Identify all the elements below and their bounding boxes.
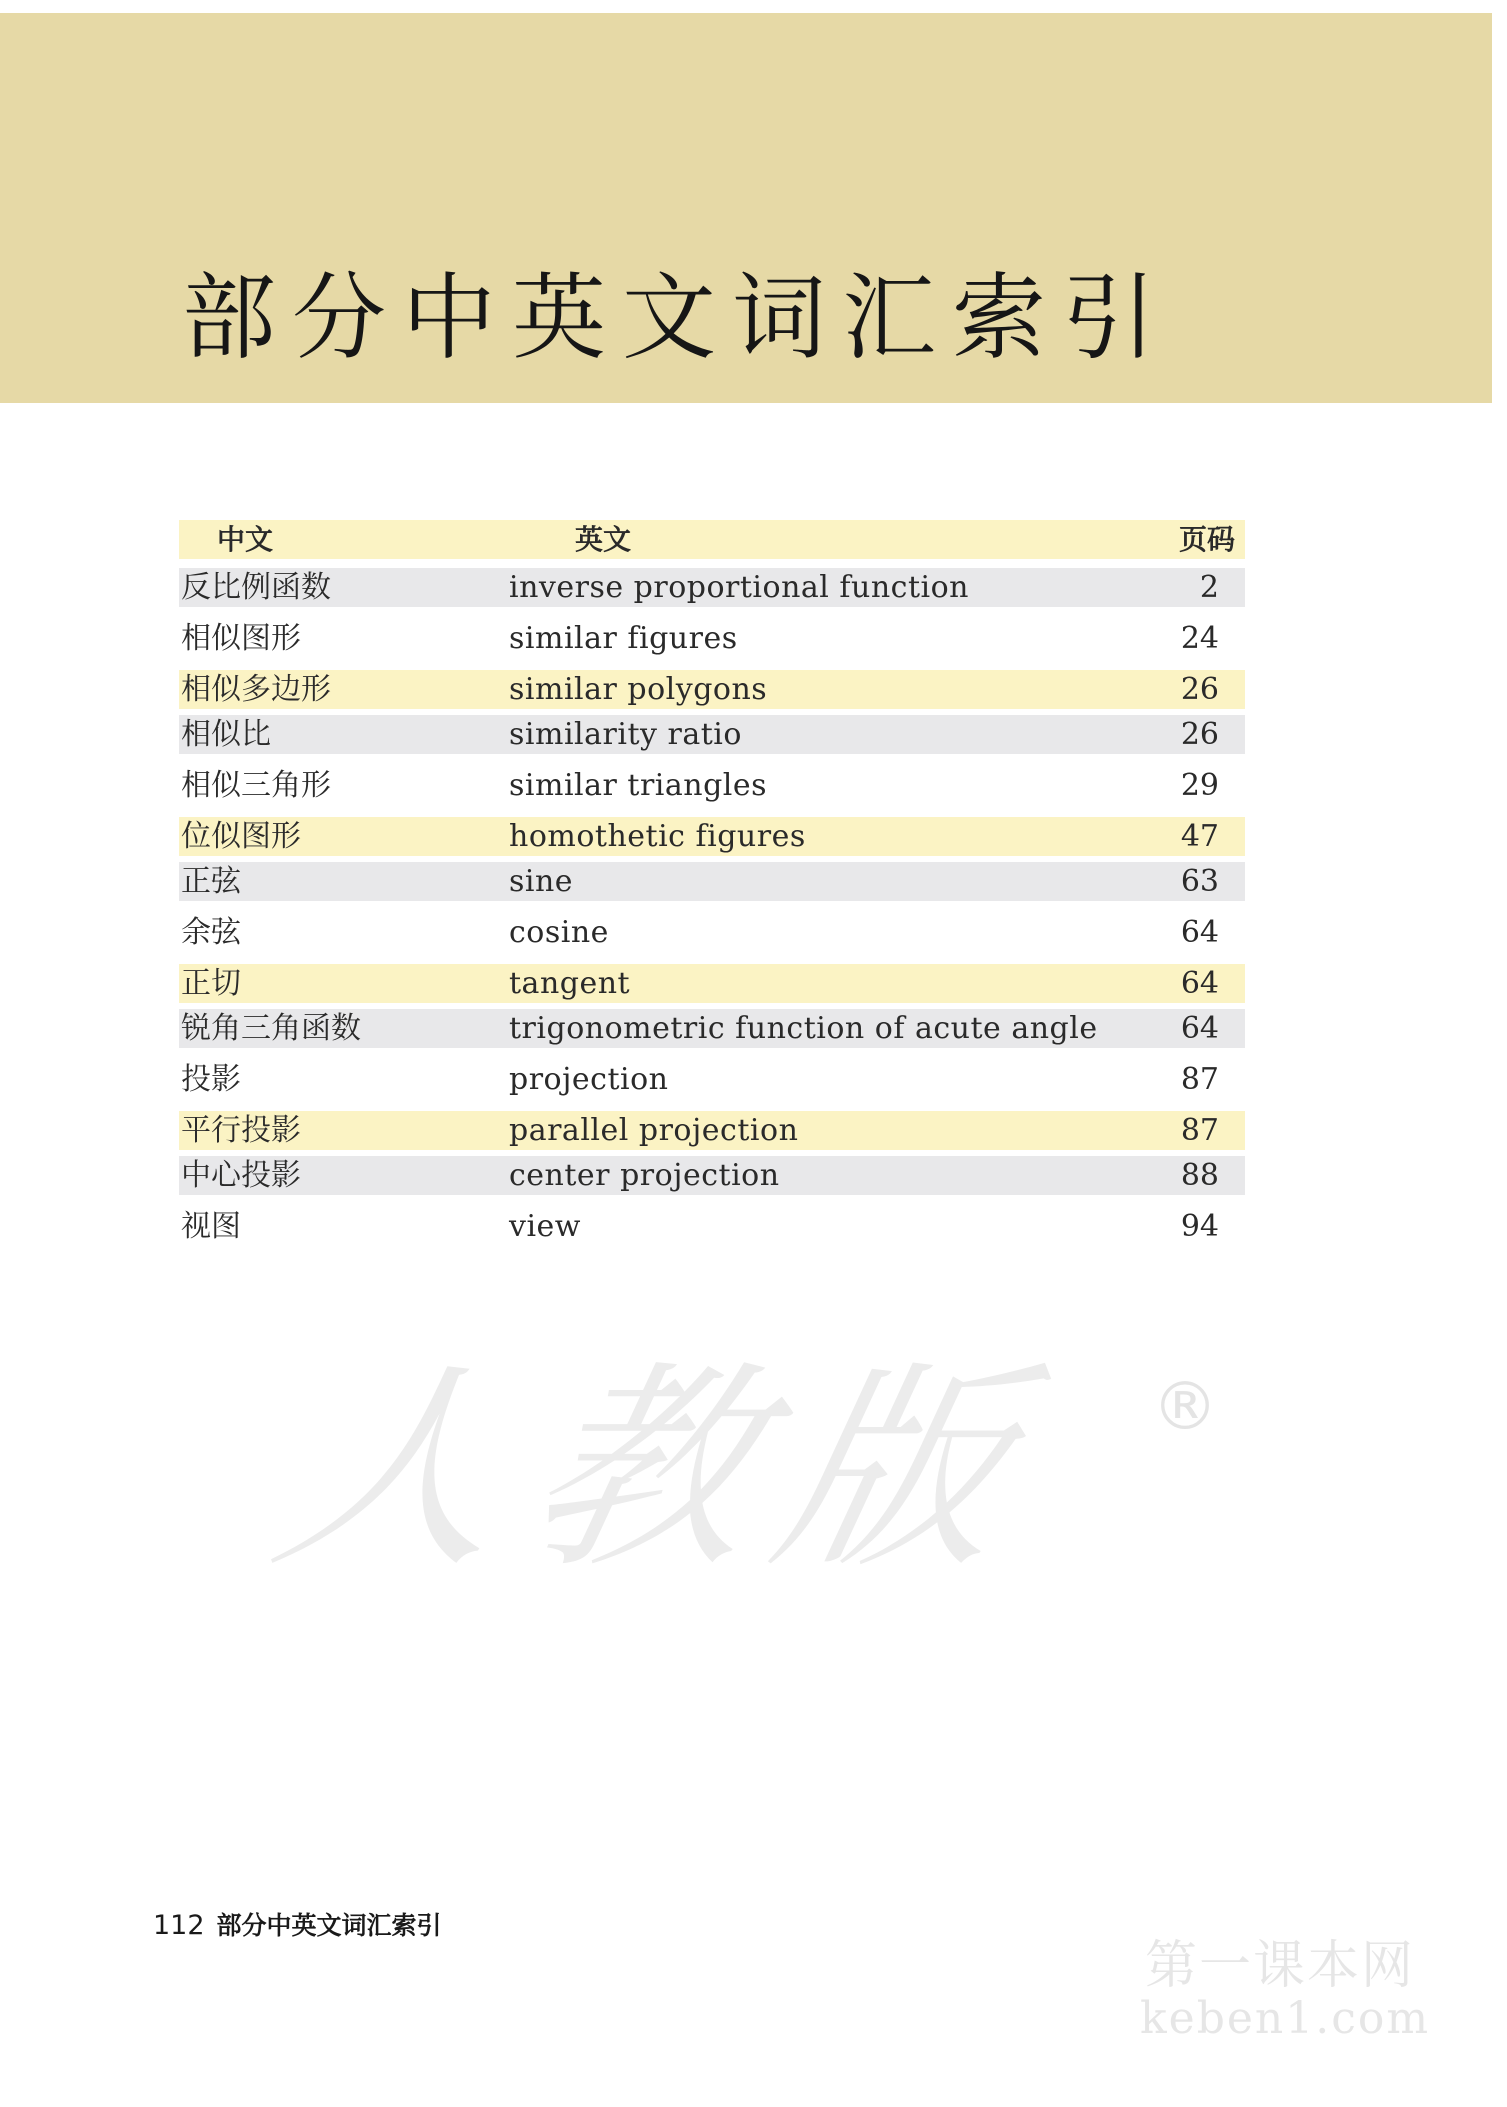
term-english: similarity ratio (509, 717, 742, 752)
running-title: 部分中英文词汇索引 (216, 1911, 442, 1940)
term-page: 47 (1180, 819, 1219, 854)
table-row (179, 715, 1245, 754)
term-english: view (509, 1209, 581, 1244)
header-page: 页码 (1178, 523, 1235, 556)
term-chinese: 相似三角形 (181, 768, 331, 803)
page-number: 112 (153, 1910, 205, 1941)
term-chinese: 相似多边形 (181, 672, 331, 707)
term-chinese: 锐角三角函数 (181, 1011, 361, 1046)
term-chinese: 正弦 (181, 864, 241, 899)
site-watermark (1140, 1936, 1431, 2045)
publisher-watermark: 人教版 (257, 1342, 1062, 1598)
page-title: 部分中英文词汇索引 (182, 264, 1173, 373)
term-page: 63 (1180, 864, 1219, 899)
term-page: 26 (1180, 672, 1219, 707)
term-english: similar polygons (509, 672, 768, 707)
term-chinese: 平行投影 (181, 1113, 301, 1148)
term-page: 87 (1180, 1113, 1219, 1148)
table-row (179, 907, 1245, 958)
term-page: 26 (1180, 717, 1219, 752)
term-page: 24 (1180, 621, 1219, 656)
term-page: 64 (1180, 915, 1219, 950)
term-chinese: 正切 (181, 966, 241, 1001)
term-page: 29 (1180, 768, 1219, 803)
header-english: 英文 (575, 523, 632, 556)
vocabulary-index-table (179, 520, 1245, 1252)
table-row (179, 760, 1245, 811)
table-row (179, 1009, 1245, 1048)
term-page: 94 (1180, 1209, 1219, 1244)
term-chinese: 反比例函数 (181, 570, 331, 605)
registered-mark-icon: ® (1152, 1368, 1218, 1445)
term-english: homothetic figures (509, 819, 806, 854)
site-name-chinese: 第一课本网 (1144, 1936, 1415, 1996)
table-header-row (179, 520, 1245, 559)
table-row (179, 613, 1245, 664)
table-row (179, 1156, 1245, 1195)
table-row (179, 670, 1245, 709)
term-page: 64 (1180, 1011, 1219, 1046)
term-chinese: 位似图形 (181, 819, 301, 854)
term-english: projection (509, 1062, 669, 1097)
header-chinese: 中文 (217, 523, 274, 556)
table-row (179, 1201, 1245, 1252)
term-page: 2 (1199, 570, 1219, 605)
term-chinese: 余弦 (181, 915, 241, 950)
term-chinese: 相似图形 (181, 621, 301, 656)
term-english: inverse proportional function (509, 570, 969, 605)
term-english: similar figures (509, 621, 738, 656)
term-chinese: 视图 (181, 1209, 241, 1244)
term-english: cosine (509, 915, 609, 950)
term-page: 88 (1180, 1158, 1219, 1193)
term-english: center projection (509, 1158, 780, 1193)
table-row (179, 862, 1245, 901)
term-chinese: 投影 (181, 1062, 241, 1097)
term-english: parallel projection (509, 1113, 799, 1148)
page-footer (153, 1906, 442, 1942)
table-row (179, 817, 1245, 856)
term-chinese: 相似比 (181, 717, 271, 752)
site-domain: keben1.com (1140, 1993, 1431, 2045)
term-page: 87 (1180, 1062, 1219, 1097)
term-page: 64 (1180, 966, 1219, 1001)
table-row (179, 568, 1245, 607)
term-chinese: 中心投影 (181, 1158, 301, 1193)
term-english: sine (509, 864, 574, 899)
table-body (179, 568, 1245, 1252)
table-row (179, 1111, 1245, 1150)
term-english: trigonometric function of acute angle (509, 1011, 1098, 1046)
term-english: tangent (509, 966, 631, 1001)
table-row (179, 964, 1245, 1003)
term-english: similar triangles (509, 768, 768, 803)
table-row (179, 1054, 1245, 1105)
